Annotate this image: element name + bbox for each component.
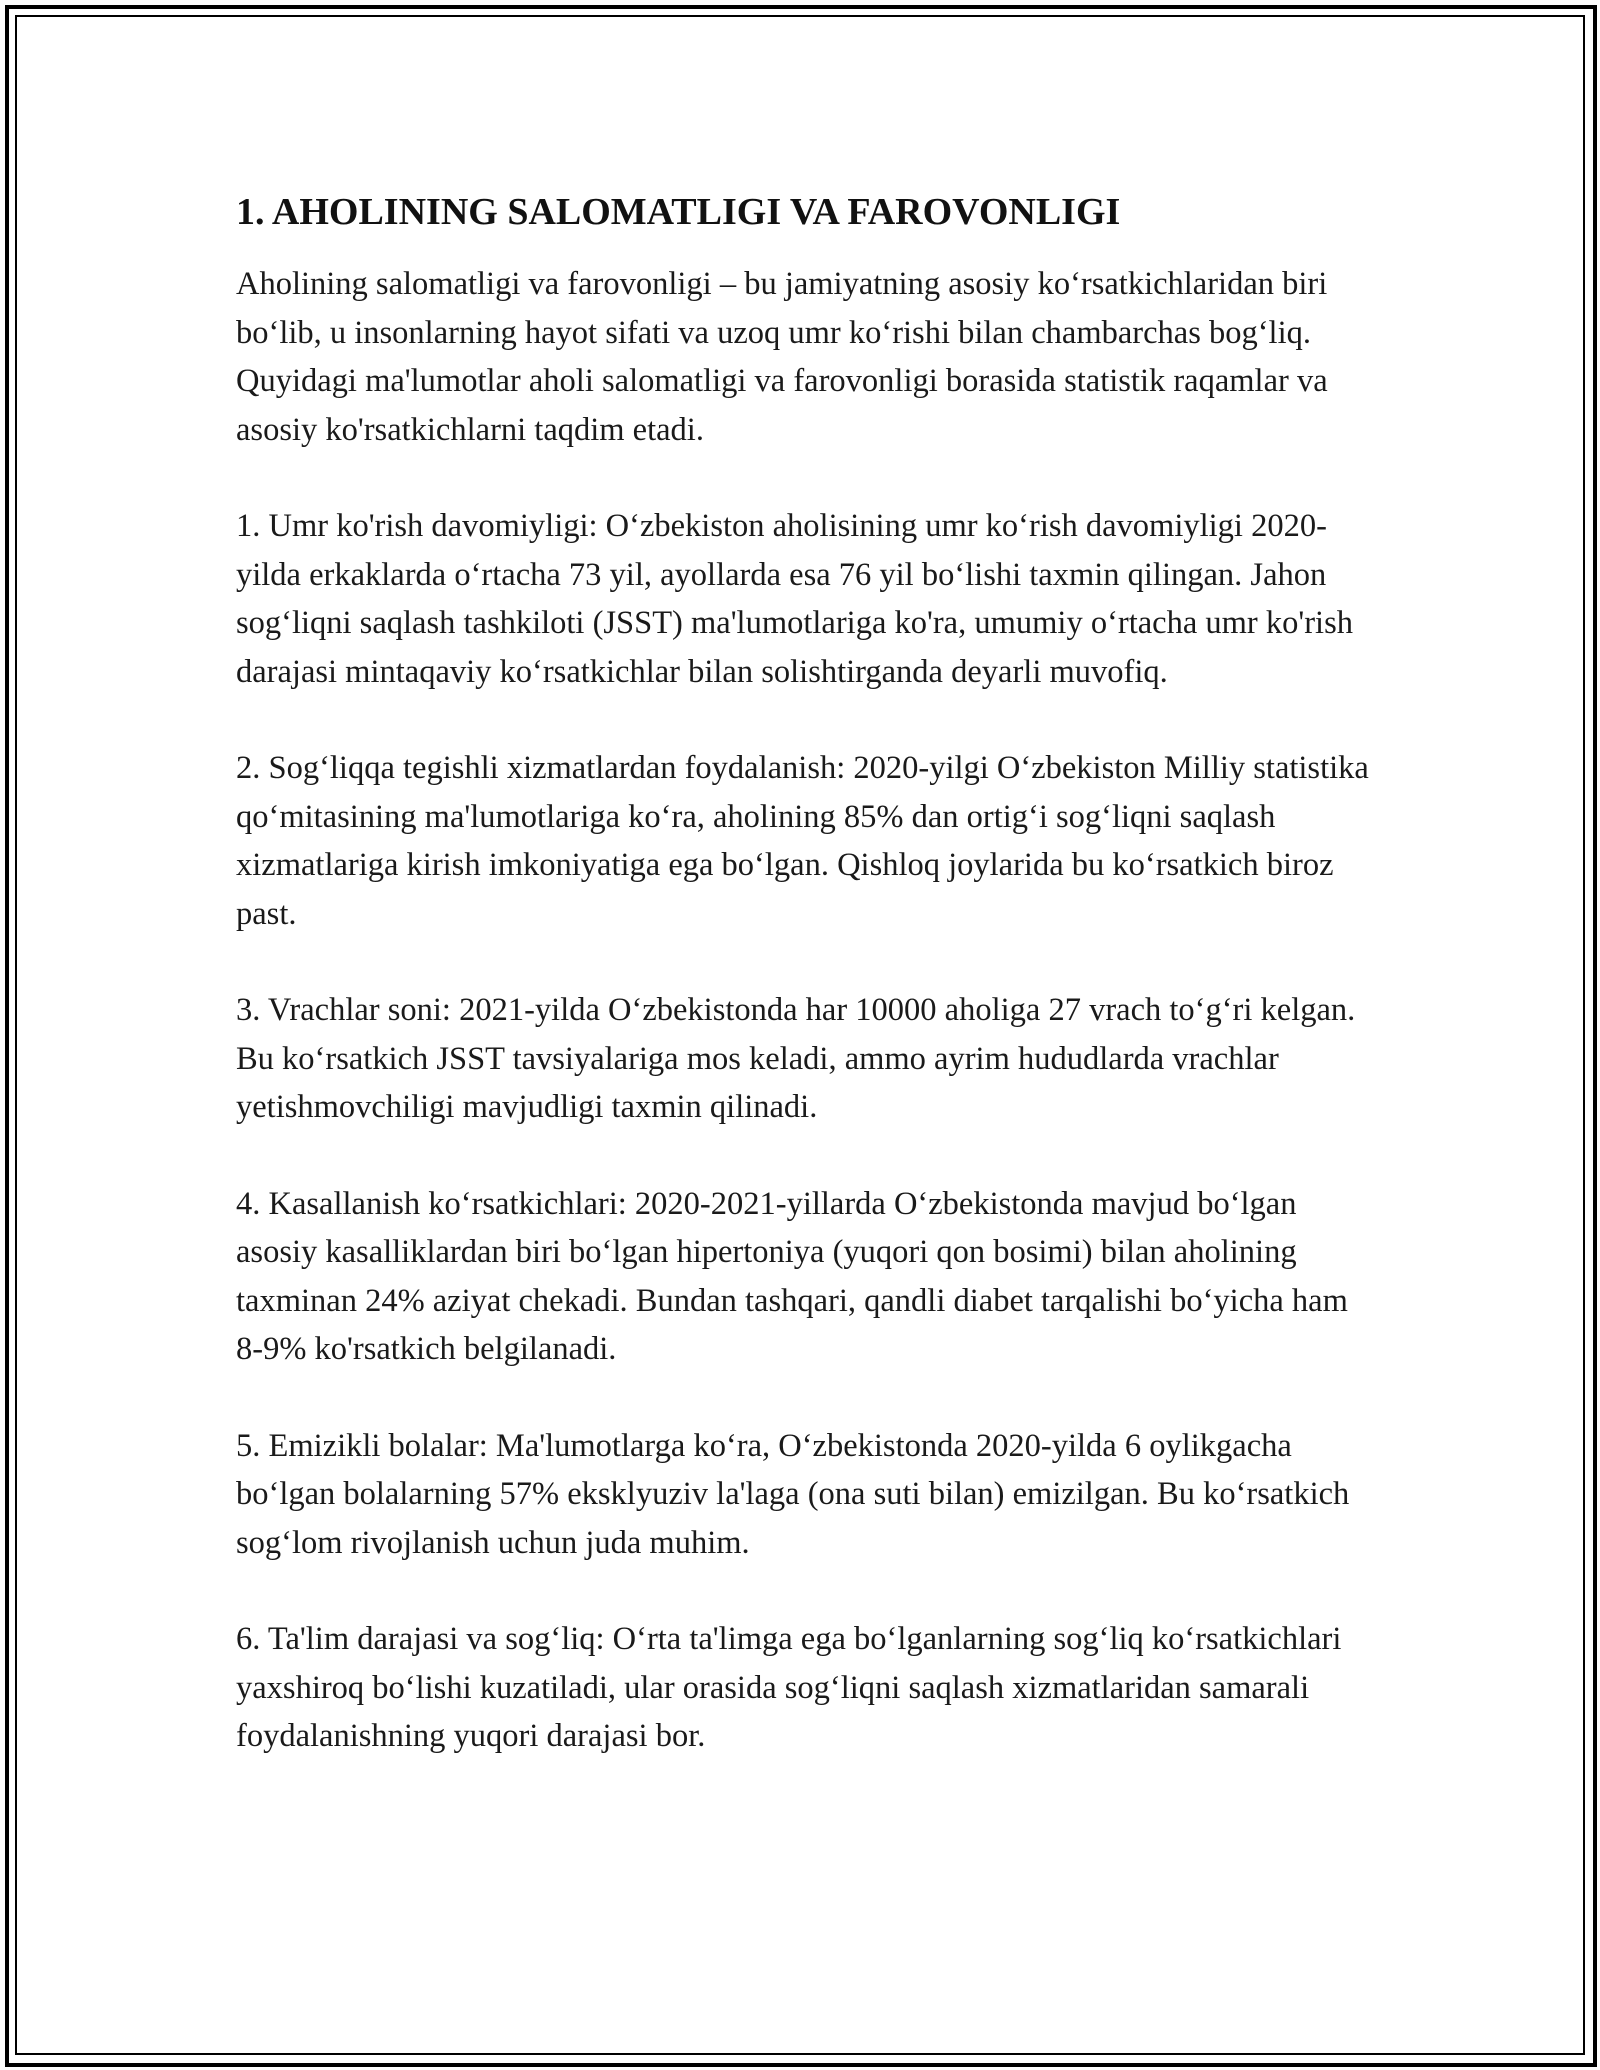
- document-body: [236, 186, 1376, 1809]
- intro-paragraph: Aholining salomatligi va farovonligi – bu jamiyatning asosiy koʻrsatkichlaridan biri boʻlib, u insonlarning hayot sifati va uzoq umr koʻrishi bilan chambarchas bogʻliq. Quyidagi ma'lumotlar aholi salomatligi va farovonligi borasida statistik raqamlar va asosiy ko'rsatkichlarni taqdim etadi.: [236, 266, 1328, 448]
- page-title: 1. AHOLINING SALOMATLIGI VA FAROVONLIGI: [236, 191, 1121, 233]
- list-item-education-health: 6. Ta'lim darajasi va sogʻliq: Oʻrta ta'limga ega boʻlganlarning sogʻliq koʻrsatkichlari yaxshiroq boʻlishi kuzatiladi, ular orasida sogʻliqni saqlash xizmatlaridan samarali foydalanishning yuqori darajasi bor.: [236, 1621, 1342, 1754]
- list-item-life-expectancy: 1. Umr ko'rish davomiyligi: Oʻzbekiston aholisining umr koʻrish davomiyligi 2020-yilda erkaklarda oʻrtacha 73 yil, ayollarda esa 76 yil boʻlishi taxmin qilingan. Jahon sogʻliqni saqlash tashkiloti (JSST) ma'lumotlariga ko'ra, umumiy oʻrtacha umr ko'rish darajasi mintaqaviy koʻrsatkichlar bilan solishtirganda deyarli muvofiq.: [236, 508, 1353, 690]
- list-item-breastfeeding: 5. Emizikli bolalar: Ma'lumotlarga koʻra, Oʻzbekistonda 2020-yilda 6 oylikgacha boʻlgan bolalarning 57% eksklyuziv la'laga (ona suti bilan) emizilgan. Bu koʻrsatkich sogʻlom rivojlanish uchun juda muhim.: [236, 1427, 1350, 1561]
- list-item-doctors-count: 3. Vrachlar soni: 2021-yilda Oʻzbekistonda har 10000 aholiga 27 vrach toʻgʻri kelgan. Bu koʻrsatkich JSST tavsiyalariga mos keladi, ammo ayrim hududlarda vrachlar yetishmovchiligi mavjudligi taxmin qilinadi.: [236, 992, 1356, 1125]
- list-item-health-services: 2. Sogʻliqqa tegishli xizmatlardan foydalanish: 2020-yilgi Oʻzbekiston Milliy statistika qoʻmitasining ma'lumotlariga koʻra, aholining 85% dan ortigʻi sogʻliqni saqlash xizmatlariga kirish imkoniyatiga ega boʻlgan. Qishloq joylarida bu koʻrsatkich biroz past.: [236, 750, 1369, 932]
- list-item-morbidity: 4. Kasallanish koʻrsatkichlari: 2020-2021-yillarda Oʻzbekistonda mavjud boʻlgan asosiy kasalliklardan biri boʻlgan hipertoniya (yuqori qon bosimi) bilan aholining taxminan 24% aziyat chekadi. Bundan tashqari, qandli diabet tarqalishi boʻyicha ham 8-9% ko'rsatkich belgilanadi.: [236, 1185, 1348, 1367]
